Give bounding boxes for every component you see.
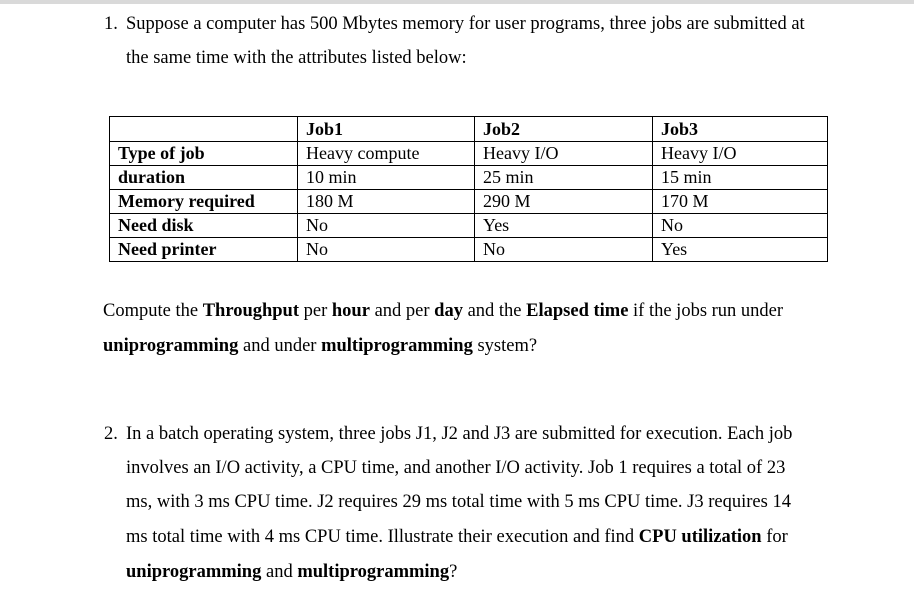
table-cell: No xyxy=(298,214,475,238)
compute-text: and the xyxy=(462,301,527,321)
table-row xyxy=(110,190,828,214)
compute-instruction-line-2 xyxy=(103,336,537,357)
question-2-line-4 xyxy=(126,527,788,548)
question-2-text: ms total time with 4 ms CPU time. Illustrate their execution and find xyxy=(126,527,639,547)
compute-text: and under xyxy=(238,336,322,356)
compute-text: Compute the xyxy=(103,301,203,321)
question-2-text: ? xyxy=(449,562,458,582)
compute-instruction-line-1 xyxy=(103,301,783,322)
table-row xyxy=(110,166,828,190)
table-cell: No xyxy=(653,214,828,238)
question-2-text: and xyxy=(261,562,298,582)
question-1-intro-line-1 xyxy=(104,14,805,35)
table-row xyxy=(110,214,828,238)
table-cell: 180 M xyxy=(298,190,475,214)
question-1-intro-line-2: the same time with the attributes listed below: xyxy=(126,48,467,68)
question-2-line-3: ms, with 3 ms CPU time. J2 requires 29 ms total time with 5 ms CPU time. J3 requires 14 xyxy=(126,492,791,512)
compute-bold-hour: hour xyxy=(331,301,370,321)
compute-text: system? xyxy=(472,336,538,356)
table-cell: Heavy I/O xyxy=(653,142,828,166)
header-cell-job1: Job1 xyxy=(298,117,475,142)
question-1-intro-text-1: Suppose a computer has 500 Mbytes memory for user programs, three jobs are submitted at xyxy=(126,14,805,34)
question-2-bold-multiprogramming: multiprogramming xyxy=(297,562,450,582)
question-2-line-2: involves an I/O activity, a CPU time, and another I/O activity. Job 1 requires a total of 23 xyxy=(126,458,786,478)
question-2-bold-uniprogramming: uniprogramming xyxy=(126,562,262,582)
table-cell: 25 min xyxy=(475,166,653,190)
table-cell: Yes xyxy=(653,238,828,262)
row-label-duration: duration xyxy=(110,166,298,190)
question-2-text: for xyxy=(761,527,788,547)
compute-bold-uniprogramming: uniprogramming xyxy=(103,336,239,356)
job-attributes-table xyxy=(109,116,828,262)
question-2-number: 2. xyxy=(104,424,118,444)
header-cell-job2: Job2 xyxy=(475,117,653,142)
table-cell: Heavy I/O xyxy=(475,142,653,166)
row-label-type-of-job: Type of job xyxy=(110,142,298,166)
table-row xyxy=(110,238,828,262)
table-cell: Yes xyxy=(475,214,653,238)
compute-bold-throughput: Throughput xyxy=(202,301,300,321)
row-label-need-printer: Need printer xyxy=(110,238,298,262)
compute-bold-day: day xyxy=(434,301,463,321)
compute-bold-multiprogramming: multiprogramming xyxy=(321,336,473,356)
row-label-need-disk: Need disk xyxy=(110,214,298,238)
table-cell: 10 min xyxy=(298,166,475,190)
question-2-line-5 xyxy=(126,562,457,583)
table-cell: No xyxy=(298,238,475,262)
question-1-number: 1. xyxy=(104,14,118,34)
table-cell: 170 M xyxy=(653,190,828,214)
table-row xyxy=(110,142,828,166)
question-2-bold-cpu-utilization: CPU utilization xyxy=(638,527,762,547)
table-header-row xyxy=(110,117,828,142)
header-cell-job3: Job3 xyxy=(653,117,828,142)
compute-text: and per xyxy=(369,301,435,321)
compute-bold-elapsed-time: Elapsed time xyxy=(526,301,629,321)
table-cell: No xyxy=(475,238,653,262)
top-divider xyxy=(0,0,914,4)
compute-text: per xyxy=(299,301,332,321)
table-cell: 290 M xyxy=(475,190,653,214)
question-2-line-1 xyxy=(104,424,792,445)
header-cell-empty xyxy=(110,117,298,142)
table-cell: 15 min xyxy=(653,166,828,190)
question-2-text-1: In a batch operating system, three jobs J1, J2 and J3 are submitted for execution. Each job xyxy=(126,424,793,444)
table-cell: Heavy compute xyxy=(298,142,475,166)
row-label-memory-required: Memory required xyxy=(110,190,298,214)
compute-text: if the jobs run under xyxy=(628,301,784,321)
